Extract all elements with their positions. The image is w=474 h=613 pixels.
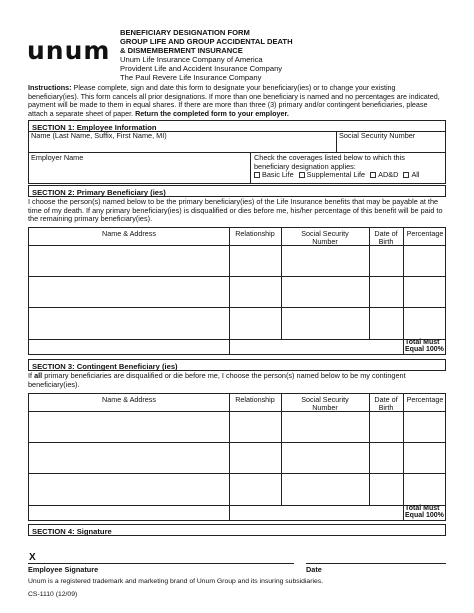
supplemental-life-label: Supplemental Life bbox=[306, 170, 366, 179]
col-dob: Date of Birth bbox=[374, 229, 398, 247]
form-header bbox=[120, 28, 293, 82]
instructions-return: Return the completed form to your employer. bbox=[135, 109, 289, 119]
table-row[interactable] bbox=[29, 474, 445, 506]
primary-beneficiary-table bbox=[28, 227, 446, 355]
form-subtitle-1: GROUP LIFE AND GROUP ACCIDENTAL DEATH bbox=[120, 37, 293, 46]
col-relationship: Relationship bbox=[235, 229, 275, 238]
form-subtitle-2: & DISMEMBERMENT INSURANCE bbox=[120, 46, 243, 55]
signature-x-mark: X bbox=[29, 552, 36, 563]
section2-title: SECTION 2: Primary Beneficiary (ies) bbox=[32, 188, 166, 197]
col-percentage: Percentage bbox=[406, 395, 444, 404]
form-title: BENEFICIARY DESIGNATION FORM bbox=[120, 28, 250, 37]
col-relationship: Relationship bbox=[235, 395, 275, 404]
all-label: All bbox=[411, 170, 420, 179]
total-must-equal bbox=[405, 505, 444, 520]
employer-row bbox=[28, 152, 446, 184]
section4-title: SECTION 4: Signature bbox=[32, 527, 112, 536]
section1-title: SECTION 1: Employee Information bbox=[32, 123, 157, 132]
name-field[interactable] bbox=[29, 131, 335, 151]
total-line-2: Equal 100% bbox=[405, 346, 444, 354]
form-code: CS-1110 (12/09) bbox=[28, 591, 78, 598]
total-line-1: Total Must bbox=[405, 339, 440, 346]
table-row[interactable] bbox=[29, 412, 445, 443]
supplemental-life-checkbox[interactable] bbox=[299, 172, 305, 178]
employee-signature-line[interactable] bbox=[28, 563, 294, 564]
col-name-address: Name & Address bbox=[102, 229, 156, 238]
unum-logo bbox=[27, 36, 110, 65]
total-line-2: Equal 100% bbox=[405, 512, 444, 520]
coverage-label: Check the coverages listed below to which this beneficiary designation applies: bbox=[254, 153, 405, 171]
table-row[interactable] bbox=[29, 443, 445, 474]
employee-name-row bbox=[28, 131, 446, 153]
trademark-notice: Unum is a registered trademark and marketing brand of Unum Group and its insuring subsidiaries. bbox=[28, 578, 324, 585]
section4-header bbox=[28, 524, 446, 536]
basic-life-label: Basic Life bbox=[262, 170, 294, 179]
instructions-body: Please complete, sign and date this form to designate your beneficiary(ies) or to change your existing beneficiary(ies). This form cancels all prior designations. If more than one beneficiary is named and no percentages are indicated, payment will be made to them in equal shares. If there are more than three (3) primary and/or contingent beneficiaries, please attach a separate sheet of paper. bbox=[28, 83, 440, 119]
col-name-address: Name & Address bbox=[102, 395, 156, 404]
ssn-field-label: Social Security Number bbox=[339, 131, 416, 140]
employer-field[interactable] bbox=[29, 152, 249, 182]
add-checkbox[interactable] bbox=[370, 172, 376, 178]
table-row[interactable] bbox=[29, 308, 445, 340]
all-checkbox[interactable] bbox=[403, 172, 409, 178]
add-label: AD&D bbox=[378, 170, 399, 179]
date-line[interactable] bbox=[306, 563, 446, 564]
col-ssn: Social Security Number bbox=[301, 229, 349, 247]
contingent-beneficiary-table bbox=[28, 393, 446, 521]
col-dob: Date of Birth bbox=[374, 395, 398, 413]
employee-signature-label: Employee Signature bbox=[28, 565, 99, 574]
ssn-field[interactable] bbox=[337, 131, 445, 151]
company-3: The Paul Revere Life Insurance Company bbox=[120, 73, 262, 82]
section2-header bbox=[28, 185, 446, 197]
date-label: Date bbox=[306, 565, 322, 574]
col-ssn: Social Security Number bbox=[301, 395, 349, 413]
total-line-1: Total Must bbox=[405, 505, 440, 512]
employer-field-label: Employer Name bbox=[31, 153, 84, 162]
section3-text-pre: If bbox=[28, 371, 35, 380]
company-1: Unum Life Insurance Company of America bbox=[120, 55, 263, 64]
section2-text: I choose the person(s) named below to be the primary beneficiary(ies) of the Life Insurance benefits that may be payable at the time of my death. If any primary beneficiary(ies) is disqualified or dies before me, his/her percentage of this benefit will be paid to the remaining primary beneficiary(ies). bbox=[28, 197, 443, 224]
section3-header bbox=[28, 359, 446, 371]
coverage-options bbox=[251, 171, 447, 180]
company-2: Provident Life and Accident Insurance Company bbox=[120, 64, 283, 73]
total-must-equal bbox=[405, 339, 444, 354]
basic-life-checkbox[interactable] bbox=[254, 172, 260, 178]
table-row[interactable] bbox=[29, 277, 445, 308]
table-row[interactable] bbox=[29, 246, 445, 277]
instructions bbox=[28, 84, 448, 119]
name-field-label: Name (Last Name, Suffix, First Name, MI) bbox=[31, 131, 167, 140]
section3-title: SECTION 3: Contingent Beneficiary (ies) bbox=[32, 362, 178, 371]
section3-text bbox=[28, 372, 446, 389]
col-percentage: Percentage bbox=[406, 229, 444, 238]
section3-text-bold: all bbox=[34, 371, 43, 380]
logo-text: unum bbox=[27, 36, 111, 65]
section3-text-post: primary beneficiaries are disqualified or die before me, I choose the person(s) named below to be my contingent beneficiary(ies). bbox=[28, 371, 406, 389]
instructions-label: Instructions: bbox=[28, 83, 72, 92]
